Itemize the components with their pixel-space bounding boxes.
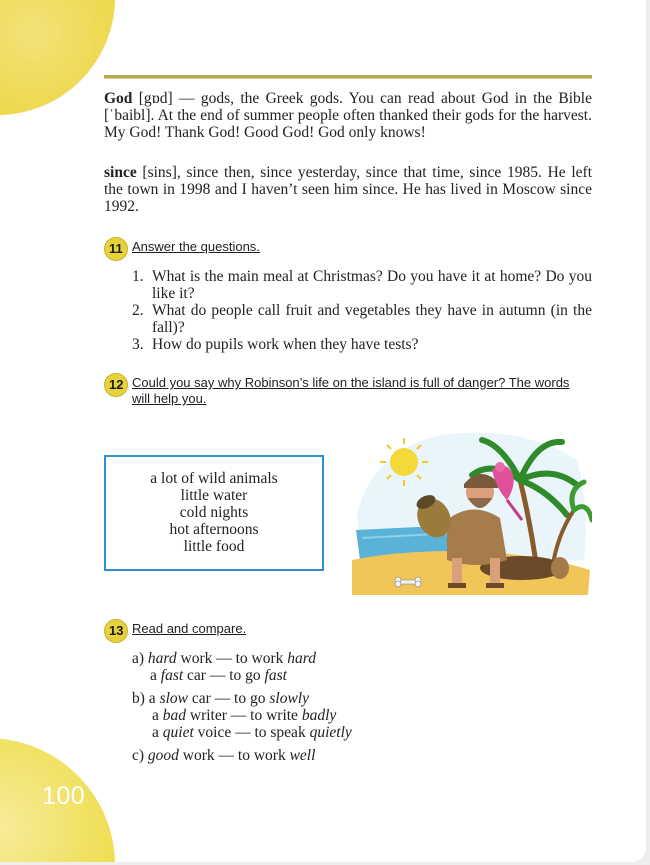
vocab-definition: [gɒd] — gods, the Greek gods. You can read about God in the Bible [ˈbaibl]. At the end of summer people often thanked their gods for the harvest. My God! Thank God! Good God! God only knows! <box>104 90 592 141</box>
question-item: 3. How do pupils work when they have tests? <box>132 336 419 353</box>
word-bank-item: a lot of wild animals <box>150 470 278 487</box>
comparison-line: a fast car — to go fast <box>150 667 287 684</box>
vocab-entry-since <box>104 164 592 215</box>
word-bank-item: little water <box>180 487 248 504</box>
question-list <box>132 268 592 353</box>
question-item: 2. What do people call fruit and vegetables they have in autumn (in the fall)? <box>132 302 592 336</box>
vocab-entry-god <box>104 90 592 141</box>
comparison-list <box>132 650 432 770</box>
comparison-group-c <box>132 747 432 764</box>
comparison-line: a bad writer — to write badly <box>152 707 337 724</box>
exercise-number-badge: 11 <box>104 237 128 261</box>
comparison-line: c) good work — to work well <box>132 747 316 764</box>
page-number: 100 <box>42 782 86 810</box>
comparison-line: b) a slow car — to go slowly <box>132 690 309 707</box>
vocab-definition: [sins], since then, since yesterday, since that time, since 1985. He left the town in 1998 and I haven’t seen him since. He has lived in Moscow since 1992. <box>104 164 592 215</box>
exercise-number-badge: 12 <box>104 373 128 397</box>
word-bank-item: hot afternoons <box>169 521 259 538</box>
exercise-instruction: Could you say why Robinson’s life on the island is full of danger? The words will help you. <box>132 375 570 406</box>
comparison-line: a) hard work — to work hard <box>132 650 317 667</box>
corner-decoration-top <box>0 0 115 115</box>
vocab-word: since <box>104 164 137 181</box>
word-bank-item: little food <box>183 538 245 555</box>
comparison-group-b <box>132 690 432 741</box>
question-item: 1. What is the main meal at Christmas? Do you have it at home? Do you like it? <box>132 268 592 302</box>
header-rule <box>104 75 592 79</box>
vocab-word: God <box>104 90 133 107</box>
word-bank-item: cold nights <box>179 504 249 521</box>
robinson-crusoe-illustration <box>352 420 592 595</box>
comparison-line: a quiet voice — to speak quietly <box>152 724 352 741</box>
exercise-instruction: Answer the questions. <box>132 239 260 254</box>
exercise-number-badge: 13 <box>104 619 128 643</box>
word-bank-box <box>104 455 324 571</box>
exercise-instruction: Read and compare. <box>132 621 247 636</box>
comparison-group-a <box>132 650 432 684</box>
